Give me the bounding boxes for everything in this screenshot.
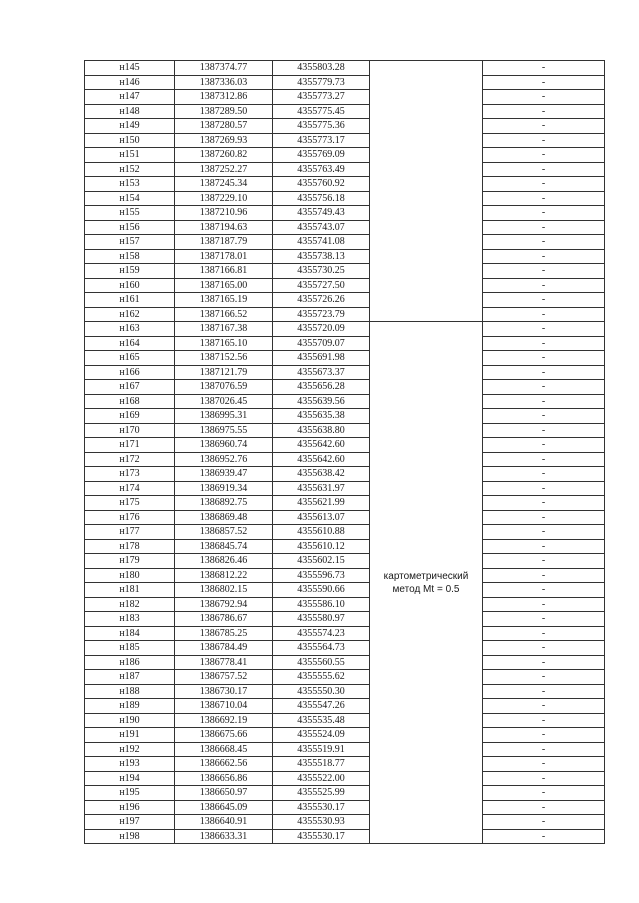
table-row [85, 713, 605, 728]
y-coordinate-cell: 4355621.99 [273, 496, 370, 511]
y-coordinate-cell: 4355639.56 [273, 394, 370, 409]
y-coordinate-cell: 4355530.93 [273, 815, 370, 830]
x-coordinate-cell: 1386952.76 [175, 452, 273, 467]
x-coordinate-cell: 1386826.46 [175, 554, 273, 569]
point-name-cell: н155 [85, 206, 175, 221]
y-coordinate-cell: 4355691.98 [273, 351, 370, 366]
point-name-cell: н168 [85, 394, 175, 409]
point-name-cell: н156 [85, 220, 175, 235]
y-coordinate-cell: 4355530.17 [273, 829, 370, 844]
y-coordinate-cell: 4355547.26 [273, 699, 370, 714]
point-name-cell: н197 [85, 815, 175, 830]
accuracy-cell: - [483, 568, 605, 583]
accuracy-cell: - [483, 699, 605, 714]
accuracy-cell: - [483, 380, 605, 395]
point-name-cell: н154 [85, 191, 175, 206]
point-name-cell: н198 [85, 829, 175, 844]
x-coordinate-cell: 1386892.75 [175, 496, 273, 511]
x-coordinate-cell: 1386710.04 [175, 699, 273, 714]
point-name-cell: н153 [85, 177, 175, 192]
point-name-cell: н146 [85, 75, 175, 90]
point-name-cell: н158 [85, 249, 175, 264]
x-coordinate-cell: 1386668.45 [175, 742, 273, 757]
y-coordinate-cell: 4355673.37 [273, 365, 370, 380]
point-name-cell: н147 [85, 90, 175, 105]
y-coordinate-cell: 4355760.92 [273, 177, 370, 192]
table-row [85, 597, 605, 612]
point-name-cell: н157 [85, 235, 175, 250]
point-name-cell: н148 [85, 104, 175, 119]
accuracy-cell: - [483, 90, 605, 105]
accuracy-cell: - [483, 307, 605, 322]
point-name-cell: н151 [85, 148, 175, 163]
point-name-cell: н191 [85, 728, 175, 743]
accuracy-cell: - [483, 815, 605, 830]
x-coordinate-cell: 1386692.19 [175, 713, 273, 728]
table-row [85, 525, 605, 540]
y-coordinate-cell: 4355635.38 [273, 409, 370, 424]
point-name-cell: н159 [85, 264, 175, 279]
x-coordinate-cell: 1386633.31 [175, 829, 273, 844]
table-row [85, 162, 605, 177]
y-coordinate-cell: 4355720.09 [273, 322, 370, 337]
accuracy-cell: - [483, 235, 605, 250]
y-coordinate-cell: 4355560.55 [273, 655, 370, 670]
accuracy-cell: - [483, 641, 605, 656]
table-row [85, 728, 605, 743]
y-coordinate-cell: 4355524.09 [273, 728, 370, 743]
accuracy-cell: - [483, 452, 605, 467]
x-coordinate-cell: 1387210.96 [175, 206, 273, 221]
table-row [85, 322, 605, 337]
table-row [85, 510, 605, 525]
table-row [85, 278, 605, 293]
accuracy-cell: - [483, 119, 605, 134]
accuracy-cell: - [483, 829, 605, 844]
table-row [85, 742, 605, 757]
table-row [85, 539, 605, 554]
accuracy-cell: - [483, 394, 605, 409]
table-row [85, 336, 605, 351]
y-coordinate-cell: 4355631.97 [273, 481, 370, 496]
x-coordinate-cell: 1386640.91 [175, 815, 273, 830]
x-coordinate-cell: 1387252.27 [175, 162, 273, 177]
y-coordinate-cell: 4355580.97 [273, 612, 370, 627]
table-row [85, 641, 605, 656]
x-coordinate-cell: 1386975.55 [175, 423, 273, 438]
accuracy-cell: - [483, 409, 605, 424]
table-row [85, 684, 605, 699]
table-row [85, 771, 605, 786]
point-name-cell: н145 [85, 61, 175, 76]
y-coordinate-cell: 4355596.73 [273, 568, 370, 583]
y-coordinate-cell: 4355769.09 [273, 148, 370, 163]
point-name-cell: н172 [85, 452, 175, 467]
table-row [85, 786, 605, 801]
point-name-cell: н194 [85, 771, 175, 786]
method-cell [370, 61, 483, 322]
x-coordinate-cell: 1387076.59 [175, 380, 273, 395]
accuracy-cell: - [483, 438, 605, 453]
point-name-cell: н161 [85, 293, 175, 308]
table-row [85, 61, 605, 76]
x-coordinate-cell: 1386802.15 [175, 583, 273, 598]
table-row [85, 191, 605, 206]
table-row [85, 757, 605, 772]
point-name-cell: н163 [85, 322, 175, 337]
point-name-cell: н184 [85, 626, 175, 641]
x-coordinate-cell: 1386645.09 [175, 800, 273, 815]
x-coordinate-cell: 1386757.52 [175, 670, 273, 685]
point-name-cell: н178 [85, 539, 175, 554]
accuracy-cell: - [483, 510, 605, 525]
point-name-cell: н195 [85, 786, 175, 801]
accuracy-cell: - [483, 133, 605, 148]
accuracy-cell: - [483, 670, 605, 685]
point-name-cell: н150 [85, 133, 175, 148]
point-name-cell: н170 [85, 423, 175, 438]
x-coordinate-cell: 1387165.10 [175, 336, 273, 351]
y-coordinate-cell: 4355642.60 [273, 438, 370, 453]
table-row [85, 670, 605, 685]
accuracy-cell: - [483, 467, 605, 482]
y-coordinate-cell: 4355574.23 [273, 626, 370, 641]
y-coordinate-cell: 4355723.79 [273, 307, 370, 322]
x-coordinate-cell: 1386675.66 [175, 728, 273, 743]
table-row [85, 206, 605, 221]
accuracy-cell: - [483, 278, 605, 293]
accuracy-cell: - [483, 104, 605, 119]
y-coordinate-cell: 4355709.07 [273, 336, 370, 351]
accuracy-cell: - [483, 220, 605, 235]
x-coordinate-cell: 1386857.52 [175, 525, 273, 540]
table-row [85, 568, 605, 583]
x-coordinate-cell: 1387167.38 [175, 322, 273, 337]
y-coordinate-cell: 4355727.50 [273, 278, 370, 293]
y-coordinate-cell: 4355586.10 [273, 597, 370, 612]
point-name-cell: н182 [85, 597, 175, 612]
table-row [85, 467, 605, 482]
table-row [85, 423, 605, 438]
table-row [85, 409, 605, 424]
coordinates-table [84, 60, 605, 844]
y-coordinate-cell: 4355730.25 [273, 264, 370, 279]
x-coordinate-cell: 1386869.48 [175, 510, 273, 525]
y-coordinate-cell: 4355525.99 [273, 786, 370, 801]
x-coordinate-cell: 1386662.56 [175, 757, 273, 772]
point-name-cell: н183 [85, 612, 175, 627]
point-name-cell: н175 [85, 496, 175, 511]
accuracy-cell: - [483, 481, 605, 496]
x-coordinate-cell: 1387165.00 [175, 278, 273, 293]
y-coordinate-cell: 4355638.42 [273, 467, 370, 482]
table-row [85, 699, 605, 714]
point-name-cell: н180 [85, 568, 175, 583]
x-coordinate-cell: 1387166.52 [175, 307, 273, 322]
method-cell: картометрический метод Mt = 0.5 [370, 322, 483, 844]
accuracy-cell: - [483, 75, 605, 90]
accuracy-cell: - [483, 626, 605, 641]
table-row [85, 612, 605, 627]
table-row [85, 626, 605, 641]
y-coordinate-cell: 4355775.36 [273, 119, 370, 134]
x-coordinate-cell: 1386656.86 [175, 771, 273, 786]
table-row [85, 235, 605, 250]
coordinates-table-body [85, 61, 605, 844]
point-name-cell: н167 [85, 380, 175, 395]
point-name-cell: н179 [85, 554, 175, 569]
x-coordinate-cell: 1387166.81 [175, 264, 273, 279]
y-coordinate-cell: 4355743.07 [273, 220, 370, 235]
point-name-cell: н165 [85, 351, 175, 366]
table-row [85, 104, 605, 119]
point-name-cell: н160 [85, 278, 175, 293]
point-name-cell: н181 [85, 583, 175, 598]
table-row [85, 380, 605, 395]
x-coordinate-cell: 1387269.93 [175, 133, 273, 148]
table-row [85, 452, 605, 467]
point-name-cell: н152 [85, 162, 175, 177]
x-coordinate-cell: 1386785.25 [175, 626, 273, 641]
point-name-cell: н164 [85, 336, 175, 351]
accuracy-cell: - [483, 336, 605, 351]
table-row [85, 249, 605, 264]
point-name-cell: н149 [85, 119, 175, 134]
table-row [85, 365, 605, 380]
accuracy-cell: - [483, 162, 605, 177]
accuracy-cell: - [483, 583, 605, 598]
accuracy-cell: - [483, 728, 605, 743]
accuracy-cell: - [483, 365, 605, 380]
accuracy-cell: - [483, 496, 605, 511]
point-name-cell: н173 [85, 467, 175, 482]
x-coordinate-cell: 1386650.97 [175, 786, 273, 801]
x-coordinate-cell: 1387152.56 [175, 351, 273, 366]
accuracy-cell: - [483, 742, 605, 757]
accuracy-cell: - [483, 322, 605, 337]
accuracy-cell: - [483, 771, 605, 786]
point-name-cell: н193 [85, 757, 175, 772]
accuracy-cell: - [483, 206, 605, 221]
y-coordinate-cell: 4355638.80 [273, 423, 370, 438]
table-row [85, 220, 605, 235]
accuracy-cell: - [483, 177, 605, 192]
accuracy-cell: - [483, 293, 605, 308]
y-coordinate-cell: 4355741.08 [273, 235, 370, 250]
y-coordinate-cell: 4355610.12 [273, 539, 370, 554]
y-coordinate-cell: 4355803.28 [273, 61, 370, 76]
y-coordinate-cell: 4355530.17 [273, 800, 370, 815]
point-name-cell: н166 [85, 365, 175, 380]
y-coordinate-cell: 4355610.88 [273, 525, 370, 540]
accuracy-cell: - [483, 597, 605, 612]
y-coordinate-cell: 4355590.66 [273, 583, 370, 598]
point-name-cell: н189 [85, 699, 175, 714]
accuracy-cell: - [483, 423, 605, 438]
table-row [85, 351, 605, 366]
accuracy-cell: - [483, 655, 605, 670]
accuracy-cell: - [483, 539, 605, 554]
table-row [85, 90, 605, 105]
table-row [85, 394, 605, 409]
accuracy-cell: - [483, 800, 605, 815]
point-name-cell: н190 [85, 713, 175, 728]
x-coordinate-cell: 1386730.17 [175, 684, 273, 699]
accuracy-cell: - [483, 757, 605, 772]
point-name-cell: н186 [85, 655, 175, 670]
y-coordinate-cell: 4355775.45 [273, 104, 370, 119]
y-coordinate-cell: 4355642.60 [273, 452, 370, 467]
table-row [85, 583, 605, 598]
x-coordinate-cell: 1387121.79 [175, 365, 273, 380]
x-coordinate-cell: 1387336.03 [175, 75, 273, 90]
point-name-cell: н177 [85, 525, 175, 540]
y-coordinate-cell: 4355522.00 [273, 771, 370, 786]
accuracy-cell: - [483, 249, 605, 264]
x-coordinate-cell: 1386784.49 [175, 641, 273, 656]
point-name-cell: н185 [85, 641, 175, 656]
accuracy-cell: - [483, 351, 605, 366]
y-coordinate-cell: 4355519.91 [273, 742, 370, 757]
accuracy-cell: - [483, 264, 605, 279]
x-coordinate-cell: 1386812.22 [175, 568, 273, 583]
x-coordinate-cell: 1387260.82 [175, 148, 273, 163]
table-row [85, 264, 605, 279]
point-name-cell: н169 [85, 409, 175, 424]
table-row [85, 496, 605, 511]
table-row [85, 829, 605, 844]
accuracy-cell: - [483, 713, 605, 728]
x-coordinate-cell: 1386792.94 [175, 597, 273, 612]
x-coordinate-cell: 1386960.74 [175, 438, 273, 453]
x-coordinate-cell: 1387280.57 [175, 119, 273, 134]
x-coordinate-cell: 1386939.47 [175, 467, 273, 482]
accuracy-cell: - [483, 684, 605, 699]
x-coordinate-cell: 1387229.10 [175, 191, 273, 206]
x-coordinate-cell: 1387165.19 [175, 293, 273, 308]
table-row [85, 177, 605, 192]
y-coordinate-cell: 4355564.73 [273, 641, 370, 656]
accuracy-cell: - [483, 786, 605, 801]
y-coordinate-cell: 4355763.49 [273, 162, 370, 177]
point-name-cell: н192 [85, 742, 175, 757]
point-name-cell: н174 [85, 481, 175, 496]
x-coordinate-cell: 1387374.77 [175, 61, 273, 76]
x-coordinate-cell: 1387026.45 [175, 394, 273, 409]
accuracy-cell: - [483, 61, 605, 76]
x-coordinate-cell: 1386778.41 [175, 655, 273, 670]
point-name-cell: н196 [85, 800, 175, 815]
x-coordinate-cell: 1387178.01 [175, 249, 273, 264]
y-coordinate-cell: 4355756.18 [273, 191, 370, 206]
y-coordinate-cell: 4355613.07 [273, 510, 370, 525]
accuracy-cell: - [483, 148, 605, 163]
table-row [85, 307, 605, 322]
y-coordinate-cell: 4355602.15 [273, 554, 370, 569]
x-coordinate-cell: 1387289.50 [175, 104, 273, 119]
accuracy-cell: - [483, 525, 605, 540]
y-coordinate-cell: 4355535.48 [273, 713, 370, 728]
table-row [85, 438, 605, 453]
table-row [85, 655, 605, 670]
y-coordinate-cell: 4355550.30 [273, 684, 370, 699]
table-row [85, 554, 605, 569]
x-coordinate-cell: 1387312.86 [175, 90, 273, 105]
y-coordinate-cell: 4355656.28 [273, 380, 370, 395]
x-coordinate-cell: 1386845.74 [175, 539, 273, 554]
table-row [85, 133, 605, 148]
table-row [85, 481, 605, 496]
y-coordinate-cell: 4355773.27 [273, 90, 370, 105]
point-name-cell: н188 [85, 684, 175, 699]
y-coordinate-cell: 4355726.26 [273, 293, 370, 308]
y-coordinate-cell: 4355518.77 [273, 757, 370, 772]
table-row [85, 815, 605, 830]
point-name-cell: н176 [85, 510, 175, 525]
table-row [85, 800, 605, 815]
y-coordinate-cell: 4355749.43 [273, 206, 370, 221]
y-coordinate-cell: 4355773.17 [273, 133, 370, 148]
x-coordinate-cell: 1387194.63 [175, 220, 273, 235]
y-coordinate-cell: 4355738.13 [273, 249, 370, 264]
accuracy-cell: - [483, 612, 605, 627]
point-name-cell: н162 [85, 307, 175, 322]
x-coordinate-cell: 1387187.79 [175, 235, 273, 250]
point-name-cell: н187 [85, 670, 175, 685]
accuracy-cell: - [483, 191, 605, 206]
x-coordinate-cell: 1387245.34 [175, 177, 273, 192]
x-coordinate-cell: 1386786.67 [175, 612, 273, 627]
table-row [85, 119, 605, 134]
accuracy-cell: - [483, 554, 605, 569]
table-row [85, 75, 605, 90]
y-coordinate-cell: 4355779.73 [273, 75, 370, 90]
x-coordinate-cell: 1386919.34 [175, 481, 273, 496]
x-coordinate-cell: 1386995.31 [175, 409, 273, 424]
point-name-cell: н171 [85, 438, 175, 453]
table-row [85, 293, 605, 308]
y-coordinate-cell: 4355555.62 [273, 670, 370, 685]
table-row [85, 148, 605, 163]
